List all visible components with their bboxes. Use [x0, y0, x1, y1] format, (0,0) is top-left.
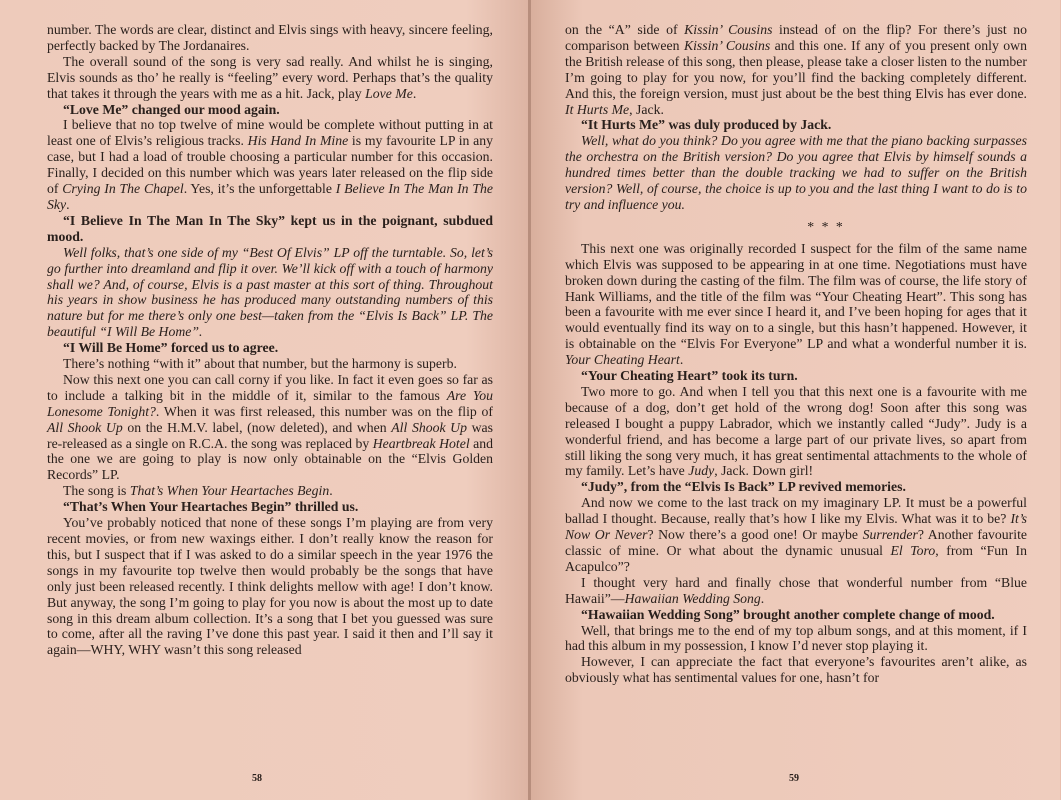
paragraph: The overall sound of the song is very sad really. And whilst he is singing, Elvis sounds as tho’ he really is “feeling” every word. Perhaps that’s the quality that takes it through the years with me as a hit. Jack, play Love Me. — [47, 53, 493, 101]
section-heading: “I Believe In The Man In The Sky” kept us in the poignant, subdued mood. — [47, 212, 493, 244]
paragraph: Now this next one you can call corny if you like. In fact it even goes so far as to include a talking bit in the middle of it, similar to the famous Are You Lonesome Tonight?. When it was first released, this number was on the flip of All Shook Up on the H.M.V. label, (now deleted), and when All Shook Up was re-released as a single on R.C.A. the song was replaced by Heartbreak Hotel and the one we are going to play is now only obtainable on the “Elvis Golden Records” LP. — [47, 371, 493, 483]
section-heading: “Love Me” changed our mood again. — [63, 101, 280, 117]
section-heading: “It Hurts Me” was duly produced by Jack. — [581, 117, 832, 133]
paragraph: Well folks, that’s one side of my “Best Of Elvis” LP off the turntable. So, let’s go further into dreamland and flip it over. We’ll kick off with a touch of harmony shall we? And, of course, Elvis is a past master at this sort of thing. Throughout his years in show business he has produced many outstanding numbers of this nature but for me there’s only one best—taken from the “Elvis Is Back” LP. The beautiful “I Will Be Home”. — [47, 244, 493, 340]
paragraph: And now we come to the last track on my imaginary LP. It must be a powerful ballad I thought. Because, really that’s how I like my Elvis. What was it to be? It’s Now Or Never? Now there’s a good one! Or maybe Surrender? Another favourite classic of mine. Or what about the dynamic unusual El Toro, from “Fun In Acapulco”? — [565, 495, 1028, 574]
paragraph: I believe that no top twelve of mine would be complete without putting in at least one of Elvis’s religious tracks. His Hand In Mine is my favourite LP in any case, but I had a load of trouble choosing a particular number for this occasion. Finally, I decided on this number which was years later released on the flip side of Crying In The Chapel. Yes, it’s the unforgettable I Believe In The Man In The Sky. — [47, 117, 493, 212]
section-divider: * * * — [807, 218, 845, 234]
book-gutter — [528, 0, 531, 800]
left-page-text — [47, 22, 493, 658]
paragraph: Well, what do you think? Do you agree with me that the piano backing surpasses the orchestra on the British version? Do you agree that Elvis by himself sounds a hundred times better than the double tracking we had to suffer on the British version? Well, of course, the choice is up to you and the last thing I want to do is to try and influence you. — [565, 133, 1027, 212]
paragraph: This next one was originally recorded I suspect for the film of the same name which Elvis was supposed to be appearing in at one time. Negotiations must have broken down during the casting of the film. The film was of course, the life story of Hank Williams, and the title of the film was “Your Cheating Heart”. This song has been a favourite with me ever since I heard it, and I’ve been hoping for ages that it would eventually find its way on to a single, but this hasn’t happened. However, it is obtainable on the “Elvis For Everyone” LP and what a wonderful number it is. Your Cheating Heart. — [565, 240, 1027, 368]
page-number: 58 — [252, 773, 262, 784]
section-heading: “That’s When Your Heartaches Begin” thrilled us. — [63, 499, 359, 515]
paragraph: on the “A” side of Kissin’ Cousins instead of on the flip? For there’s just no comparison between Kissin’ Cousins and this one. If any of you present only own the British release of this song, then please, please take a closer listen to the number I’m going to play for you now, for you’ll find the backing completely different. And this, the foreign version, must just about be the best thing Elvis has ever done. It Hurts Me, Jack. — [565, 22, 1028, 117]
section-heading: “Hawaiian Wedding Song” brought another complete change of mood. — [581, 606, 995, 622]
paragraph: You’ve probably noticed that none of these songs I’m playing are from very recent movies, or from new waxings either. I don’t really know the reason for this, but I suspect that if I was asked to do a similar speech in the year 1976 the songs in my favourite top twelve then would probably be the songs that have only just been released recently. I think delights mellow with age! I don’t know. But anyway, the song I’m going to play for you now is about the most up to date song in this dream album collection. It’s a song that I bet you guessed was sure to come, after all the raving I’ve done this past year. I said it then and I’ll say it again—WHY, WHY wasn’t this song released — [47, 515, 493, 658]
paragraph: Two more to go. And when I tell you that this next one is a favourite with me because of a dog, don’t get hold of the wrong dog! Soon after this song was released I bought a puppy Labrador, which we instantly called “Judy”. Judy is a wonderful friend, and has become a large part of our private lives, so apart from still liking the song very much, it has great sentimental attachments to the whole of my family. Let’s have Judy, Jack. Down girl! — [565, 383, 1027, 479]
paragraph: There’s nothing “with it” about that number, but the harmony is superb. — [63, 356, 457, 372]
paragraph: Well, that brings me to the end of my top album songs, and at this moment, if I had this album in my possession, I know I’d never stop playing it. — [565, 622, 1027, 654]
paragraph: I thought very hard and finally chose that wonderful number from “Blue Hawaii”—Hawaiian Wedding Song. — [565, 574, 1027, 606]
paragraph: The song is That’s When Your Heartaches Begin. — [63, 483, 333, 499]
section-heading: “Judy”, from the “Elvis Is Back” LP revived memories. — [581, 479, 906, 495]
section-heading: “I Will Be Home” forced us to agree. — [63, 340, 279, 356]
right-page-text — [565, 22, 1027, 686]
section-heading: “Your Cheating Heart” took its turn. — [581, 368, 798, 384]
paragraph: However, I can appreciate the fact that everyone’s favourites aren’t alike, as obviously what has sentimental values for one, hasn’t for — [565, 654, 1027, 686]
page-number: 59 — [789, 773, 799, 784]
paragraph: number. The words are clear, distinct and Elvis sings with heavy, sincere feeling, perfectly backed by The Jordanaires. — [47, 22, 493, 53]
